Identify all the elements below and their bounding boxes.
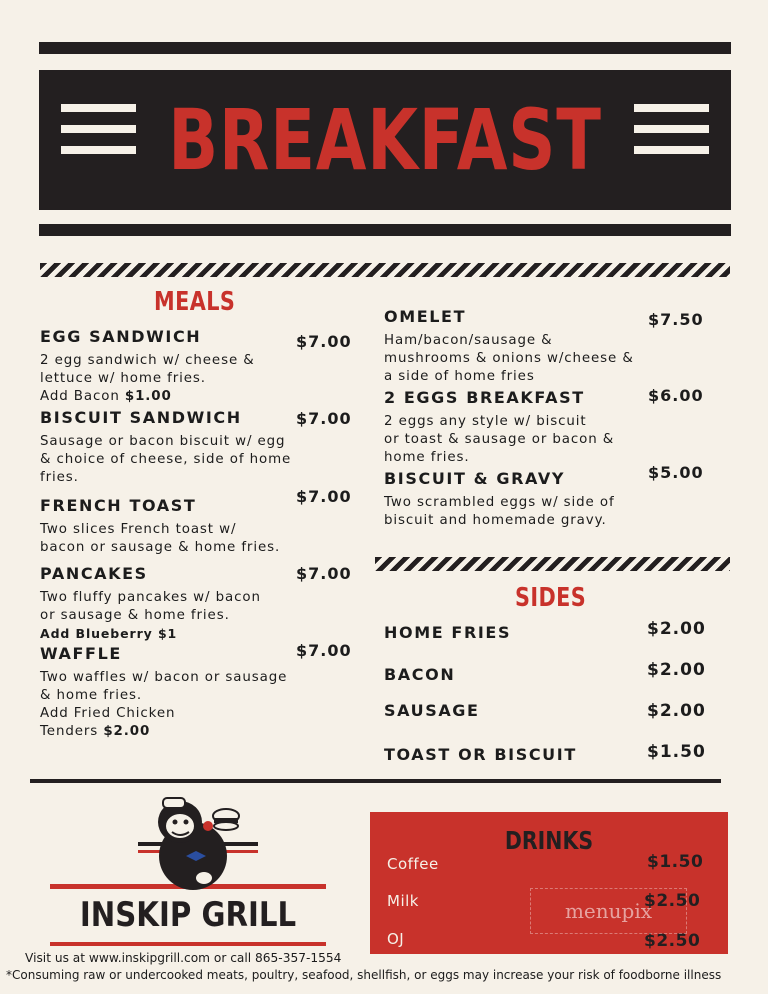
menu-item-desc: Sausage or bacon biscuit w/ egg & choice of cheese, side of home fries. xyxy=(40,434,292,485)
meals-divider xyxy=(40,263,730,277)
side-item-name: HOME FRIES xyxy=(384,623,512,642)
title-banner xyxy=(39,70,731,210)
menu-item-desc: Ham/bacon/sausage & mushrooms & onions w/cheese & a side of home fries xyxy=(384,333,634,384)
menu-item-desc xyxy=(40,669,287,741)
logo xyxy=(48,796,328,946)
side-item-name: BACON xyxy=(384,665,456,684)
menu-item-price: $7.00 xyxy=(296,332,352,351)
menu-item-price: $5.00 xyxy=(648,463,704,482)
menu-item-name: EGG SANDWICH xyxy=(40,327,202,346)
logo-text: INSKIP GRILL xyxy=(79,895,297,935)
drink-price: $1.50 xyxy=(647,852,704,872)
side-item-price: $2.00 xyxy=(647,701,706,721)
footer-visit: Visit us at www.inskipgrill.com or call 865-357-1554 xyxy=(25,951,342,965)
gorilla-mascot-icon xyxy=(48,796,328,896)
menu-item-name: WAFFLE xyxy=(40,644,122,663)
menu-item-desc: 2 eggs any style w/ biscuit or toast & sausage or bacon & home fries. xyxy=(384,414,615,465)
drink-name: Coffee xyxy=(387,855,439,873)
menu-item-price: $7.00 xyxy=(296,641,352,660)
right-stripes xyxy=(634,104,709,168)
drink-price: $2.50 xyxy=(644,891,701,911)
drink-price: $2.50 xyxy=(644,931,701,951)
extra-label: Add Bacon xyxy=(40,389,125,404)
menu-item-price: $7.50 xyxy=(648,310,704,329)
side-item-name: TOAST OR BISCUIT xyxy=(384,745,577,764)
menu-item-name: PANCAKES xyxy=(40,564,148,583)
meals-heading: MEALS xyxy=(154,287,236,317)
sides-divider xyxy=(375,557,730,571)
bottom-rule xyxy=(30,779,721,783)
extra-price: $2.00 xyxy=(103,724,151,739)
menu-item-name: OMELET xyxy=(384,307,467,326)
extra-price: $1.00 xyxy=(124,389,172,404)
side-item-price: $2.00 xyxy=(647,619,706,639)
extra-label: Add Blueberry $1 xyxy=(40,626,178,641)
top-rule xyxy=(39,42,731,54)
menu-item-desc: 2 egg sandwich w/ cheese & lettuce w/ home fries. xyxy=(40,353,255,386)
menu-item-desc: Two fluffy pancakes w/ bacon or sausage & home fries. xyxy=(40,590,261,623)
menu-item-name: BISCUIT SANDWICH xyxy=(40,408,242,427)
side-item-name: SAUSAGE xyxy=(384,701,480,720)
watermark: menupix xyxy=(530,888,687,934)
drinks-heading: DRINKS xyxy=(504,826,594,855)
page-title: BREAKFAST xyxy=(168,91,602,189)
desc-text: Two waffles w/ bacon or sausage & home fries. Add Fried Chicken Tenders xyxy=(40,670,288,739)
logo-underline xyxy=(50,942,326,946)
menu-item-extra xyxy=(40,625,177,643)
menu-item-name: FRENCH TOAST xyxy=(40,496,197,515)
menu-item-price: $7.00 xyxy=(296,564,352,583)
menu-item-name: BISCUIT & GRAVY xyxy=(384,469,566,488)
drink-name: OJ xyxy=(387,930,405,948)
menu-item-extra xyxy=(40,388,172,406)
menu-item-name: 2 EGGS BREAKFAST xyxy=(384,388,585,407)
side-item-price: $2.00 xyxy=(647,660,706,680)
side-item-price: $1.50 xyxy=(647,742,706,762)
drink-name: Milk xyxy=(387,892,419,910)
footer-disclaimer: *Consuming raw or undercooked meats, poultry, seafood, shellfish, or eggs may increase your risk of foodborne illness xyxy=(6,968,722,982)
menu-item-price: $7.00 xyxy=(296,409,352,428)
banner-under-rule xyxy=(39,224,731,236)
menu-item-desc: Two scrambled eggs w/ side of biscuit and homemade gravy. xyxy=(384,495,615,528)
sides-heading: SIDES xyxy=(515,583,587,613)
menu-item-price: $7.00 xyxy=(296,487,352,506)
menu-item-price: $6.00 xyxy=(648,386,704,405)
menu-item-desc: Two slices French toast w/ bacon or sausage & home fries. xyxy=(40,522,281,555)
